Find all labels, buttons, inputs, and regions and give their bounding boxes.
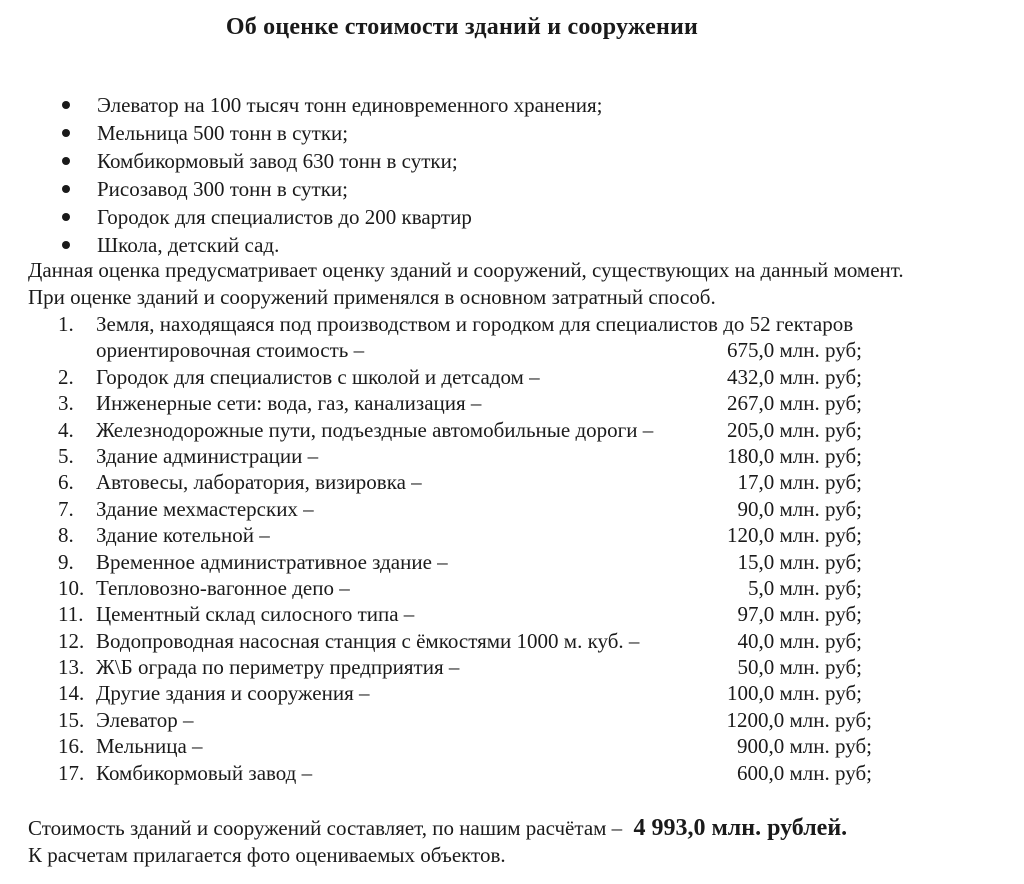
valuation-row	[58, 575, 918, 601]
item-number: 12.	[58, 628, 85, 653]
item-value: 17,0 млн. руб;	[737, 470, 862, 495]
facility-item: Мельница 500 тонн в сутки;	[62, 119, 602, 147]
item-number: 13.	[58, 655, 85, 680]
item-value: 120,0 млн. руб;	[727, 523, 862, 548]
item-name: Тепловозно-вагонное депо –	[96, 575, 350, 600]
valuation-row	[58, 337, 918, 363]
document-title: Об оценке стоимости зданий и сооружении	[225, 14, 699, 40]
item-value: 50,0 млн. руб;	[737, 655, 862, 680]
valuation-row	[58, 443, 918, 469]
intro-paragraph: Данная оценка предусматривает оценку зданий и сооружений, существующих на данный момент.	[28, 258, 904, 282]
item-value: 600,0 млн. руб;	[737, 760, 872, 785]
valuation-row	[58, 601, 918, 627]
valuation-row	[58, 549, 918, 575]
item-value: 40,0 млн. руб;	[737, 628, 862, 653]
item-number: 1.	[58, 312, 74, 336]
item-name: ориентировочная стоимость –	[96, 338, 365, 363]
item-name: Автовесы, лаборатория, визировка –	[96, 470, 422, 495]
valuation-row	[58, 417, 918, 443]
item-name: Комбикормовый завод –	[96, 760, 313, 785]
item-name: Элеватор –	[96, 707, 194, 732]
valuation-row	[58, 628, 918, 654]
facility-item: Комбикормовый завод 630 тонн в сутки;	[62, 147, 602, 175]
bullet-icon	[62, 213, 70, 221]
bullet-icon	[62, 101, 70, 109]
item-number: 15.	[58, 707, 85, 732]
item-value: 267,0 млн. руб;	[727, 391, 862, 416]
item-number: 16.	[58, 734, 85, 759]
item-number: 4.	[58, 417, 74, 442]
total-statement	[28, 815, 847, 842]
item-name: Здание мехмастерских –	[96, 496, 314, 521]
item-number: 9.	[58, 549, 74, 574]
item-value: 675,0 млн. руб;	[727, 338, 862, 363]
valuation-row	[58, 707, 918, 733]
item-name: Ж\Б ограда по периметру предприятия –	[96, 655, 460, 680]
valuation-row	[58, 654, 918, 680]
bullet-icon	[62, 241, 70, 249]
item-number: 3.	[58, 391, 74, 416]
item-name: Инженерные сети: вода, газ, канализация –	[96, 391, 482, 416]
item-number: 14.	[58, 681, 85, 706]
facility-item: Школа, детский сад.	[62, 231, 602, 259]
method-paragraph: При оценке зданий и сооружений применялся в основном затратный способ.	[28, 285, 716, 309]
facility-item: Элеватор на 100 тысяч тонн единовременного хранения;	[62, 91, 602, 119]
item-number: 6.	[58, 470, 74, 495]
item-value: 97,0 млн. руб;	[737, 602, 862, 627]
bullet-icon	[62, 129, 70, 137]
item-value: 15,0 млн. руб;	[737, 549, 862, 574]
valuation-row	[58, 469, 918, 495]
item-name: Мельница –	[96, 734, 203, 759]
valuation-row	[58, 522, 918, 548]
item-name: Земля, находящаяся под производством и городком для специалистов до 52 гектаров	[96, 312, 854, 336]
item-name: Водопроводная насосная станция с ёмкостями 1000 м. куб. –	[96, 628, 640, 653]
item-value: 1200,0 млн. руб;	[726, 707, 872, 732]
footer-note: К расчетам прилагается фото оцениваемых объектов.	[28, 843, 506, 867]
total-label: Стоимость зданий и сооружений составляет, по нашим расчётам –	[28, 816, 623, 840]
item-name: Другие здания и сооружения –	[96, 681, 370, 706]
bullet-icon	[62, 185, 70, 193]
total-value: 4 993,0 млн. рублей.	[633, 815, 848, 841]
item-name: Железнодорожные пути, подъездные автомобильные дороги –	[96, 417, 654, 442]
item-number: 11.	[58, 602, 84, 627]
valuation-row	[58, 680, 918, 706]
valuation-row	[58, 390, 918, 416]
item-value: 5,0 млн. руб;	[748, 575, 862, 600]
item-number: 7.	[58, 496, 74, 521]
valuation-row	[58, 760, 918, 786]
item-number: 8.	[58, 523, 74, 548]
valuation-row	[58, 364, 918, 390]
item-value: 900,0 млн. руб;	[737, 734, 872, 759]
item-number: 17.	[58, 760, 85, 785]
item-value: 100,0 млн. руб;	[727, 681, 862, 706]
item-name: Здание администрации –	[96, 443, 319, 468]
item-name: Здание котельной –	[96, 523, 270, 548]
valuation-row	[58, 311, 918, 337]
item-number: 2.	[58, 364, 74, 389]
item-name: Временное административное здание –	[96, 549, 448, 574]
facility-item: Городок для специалистов до 200 квартир	[62, 203, 602, 231]
valuation-list	[58, 311, 918, 786]
item-number: 10.	[58, 575, 85, 600]
valuation-row	[58, 733, 918, 759]
facility-list	[62, 91, 602, 259]
item-number: 5.	[58, 443, 74, 468]
bullet-icon	[62, 157, 70, 165]
item-value: 90,0 млн. руб;	[737, 496, 862, 521]
item-name: Цементный склад силосного типа –	[96, 602, 415, 627]
item-value: 205,0 млн. руб;	[727, 417, 862, 442]
item-name: Городок для специалистов с школой и детсадом –	[96, 364, 540, 389]
item-value: 432,0 млн. руб;	[727, 364, 862, 389]
item-value: 180,0 млн. руб;	[727, 443, 862, 468]
facility-item: Рисозавод 300 тонн в сутки;	[62, 175, 602, 203]
valuation-row	[58, 496, 918, 522]
